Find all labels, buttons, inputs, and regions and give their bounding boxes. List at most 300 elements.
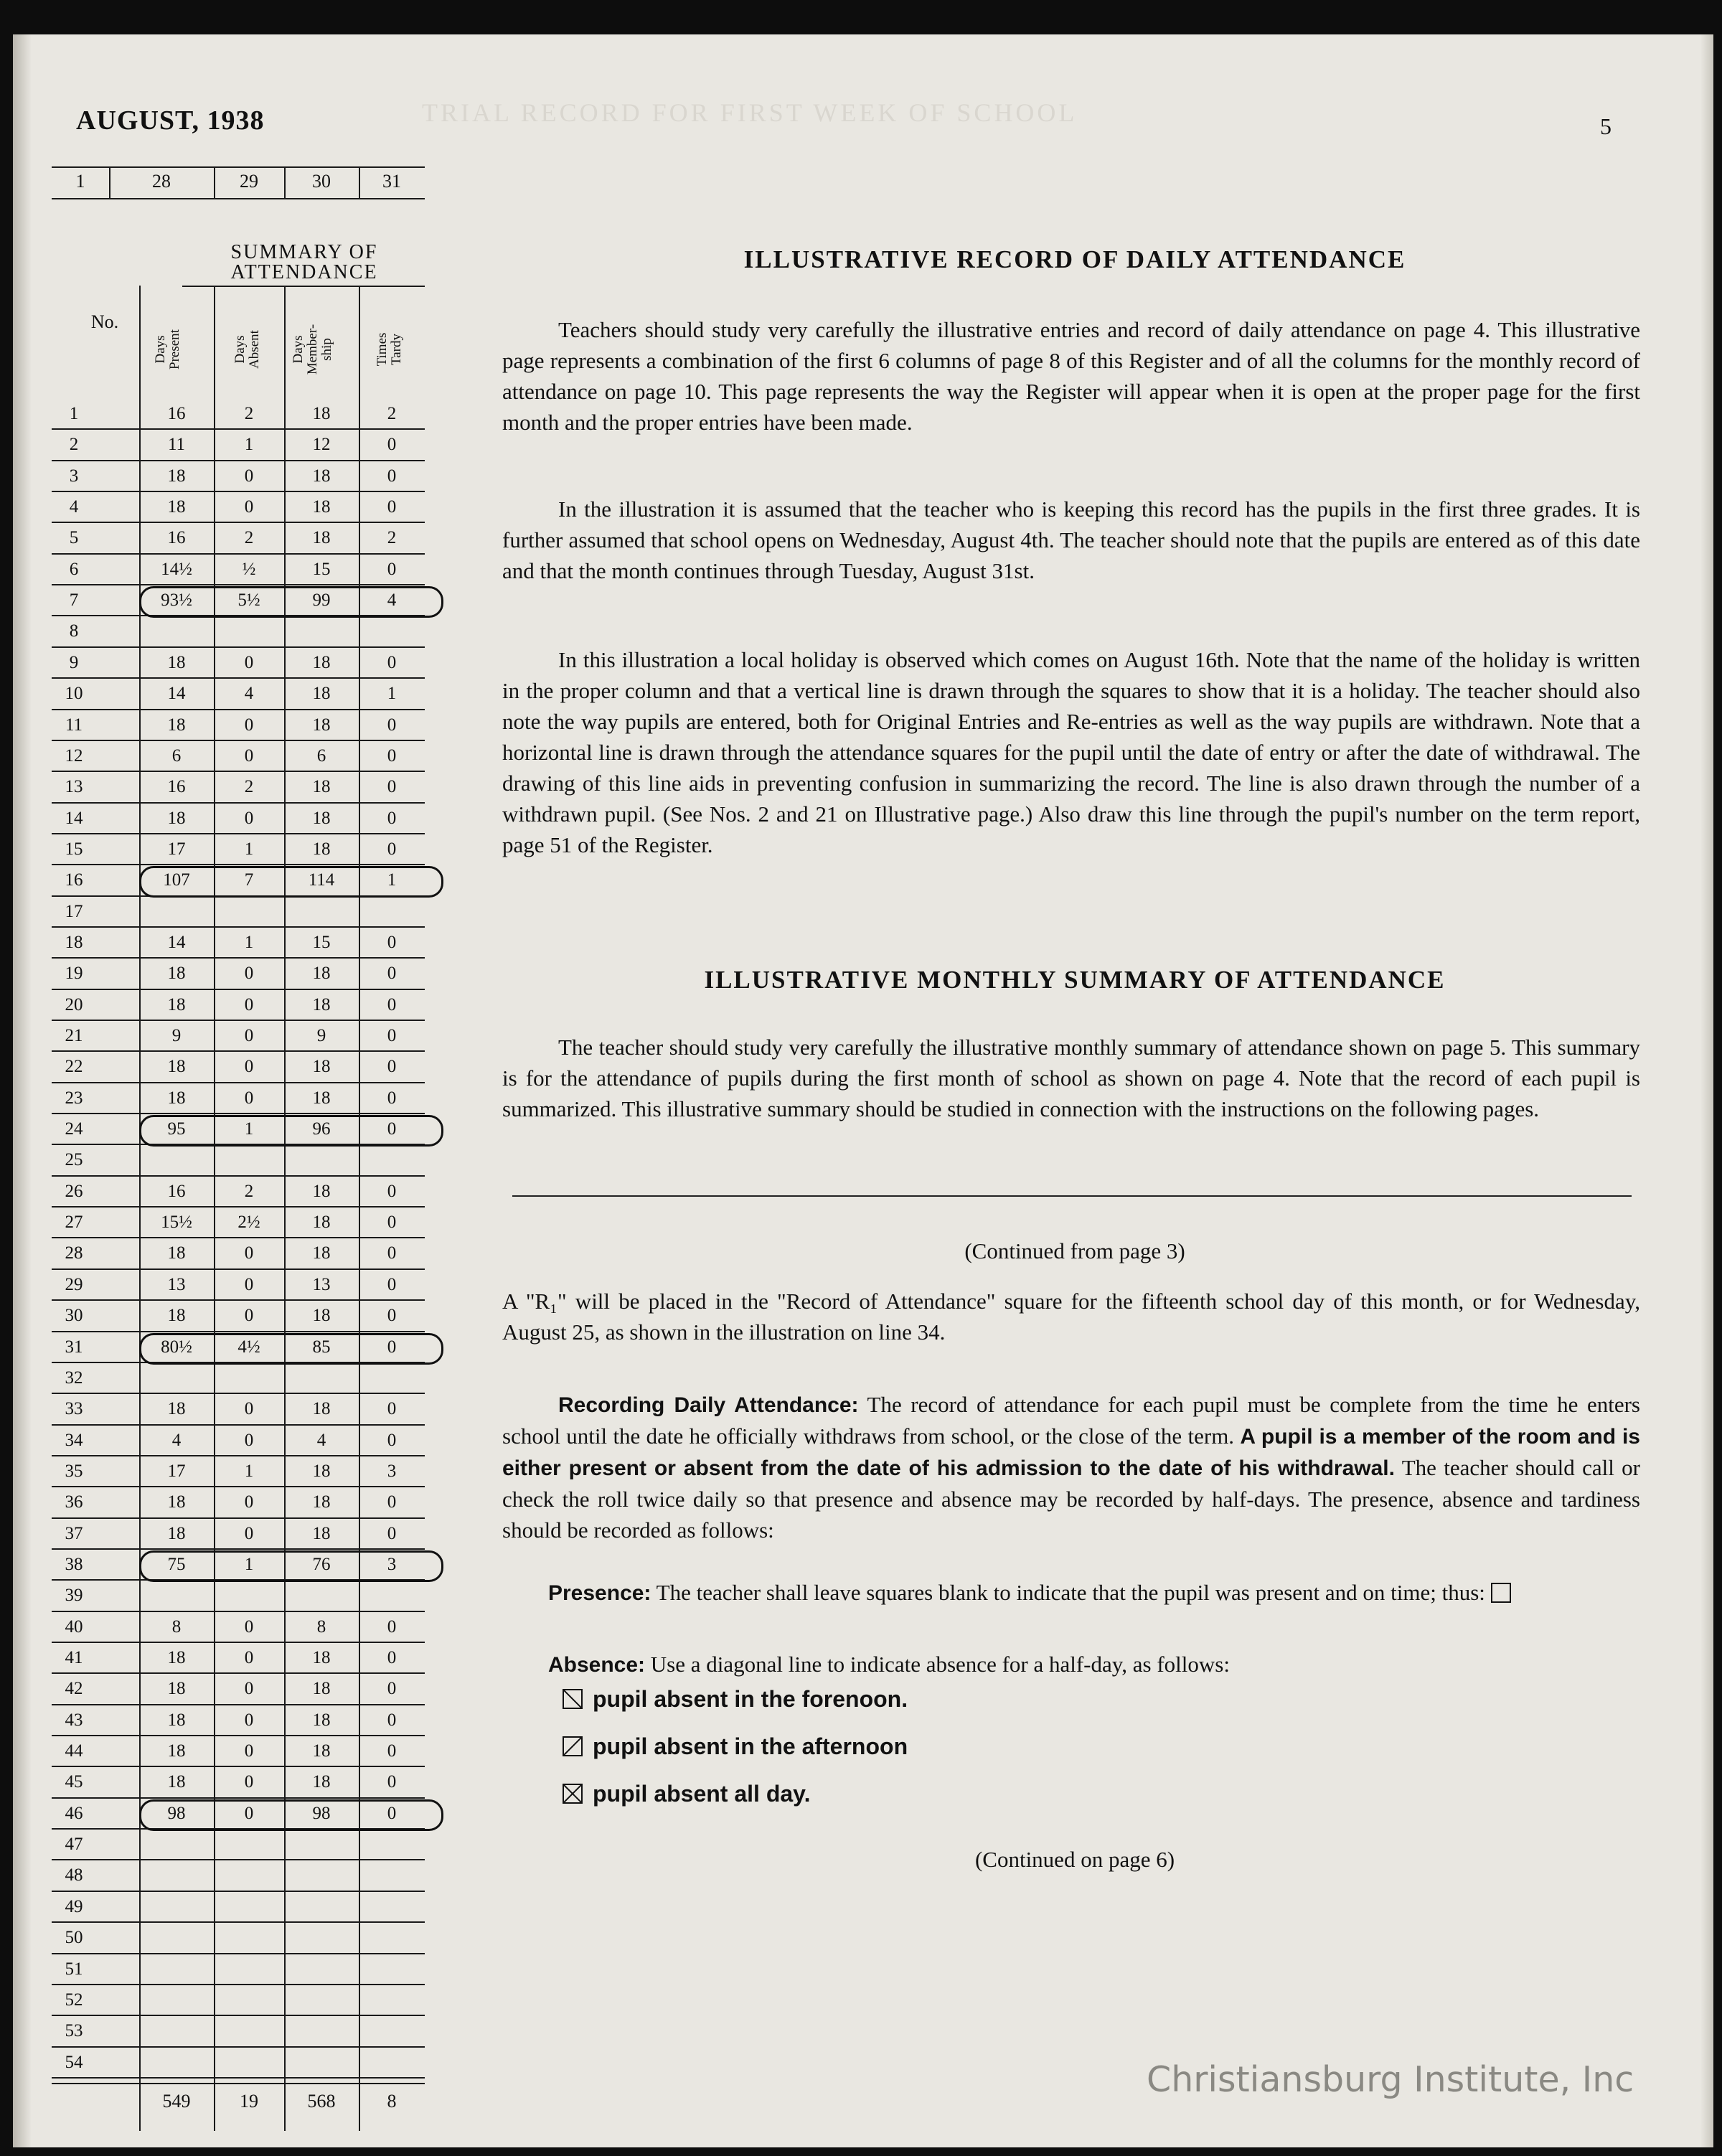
row-number: 30 xyxy=(65,1306,83,1326)
total-times-tardy: 8 xyxy=(387,2091,397,2112)
row-number: 32 xyxy=(65,1367,83,1388)
row-number: 29 xyxy=(65,1274,83,1294)
row-divider xyxy=(52,802,425,804)
days-present-value: 75 xyxy=(167,1554,186,1574)
row-number: 2 xyxy=(69,435,79,455)
archive-watermark: Christiansburg Institute, Inc xyxy=(1147,2059,1634,2100)
row-number: 9 xyxy=(69,652,79,672)
days-membership-header: Days Member- ship xyxy=(291,324,334,375)
row-number: 53 xyxy=(65,2021,83,2041)
register-page xyxy=(13,34,1713,2147)
days-membership-value: 15 xyxy=(312,932,331,952)
row-divider xyxy=(52,1672,425,1674)
days-absent-value: 0 xyxy=(244,1274,254,1294)
row-number: 34 xyxy=(65,1430,83,1450)
blank-square-icon xyxy=(1491,1583,1511,1603)
membership-rule: A pupil is a member of the room and is either present or absent from the date of his admission to the date of his withdrawal. xyxy=(502,1425,1640,1480)
days-present-value: 107 xyxy=(163,870,190,890)
row-number: 51 xyxy=(65,1959,83,1979)
times-tardy-value: 0 xyxy=(387,1306,397,1326)
days-membership-value: 18 xyxy=(312,1461,331,1481)
row-number: 45 xyxy=(65,1772,83,1792)
row-divider xyxy=(52,1642,425,1643)
times-tardy-value: 0 xyxy=(387,964,397,984)
times-tardy-value: 4 xyxy=(387,590,397,611)
days-membership-value: 18 xyxy=(312,1057,331,1077)
totals-divider xyxy=(52,2083,425,2084)
times-tardy-value: 0 xyxy=(387,1679,397,1699)
subtotal-circle xyxy=(139,1550,443,1582)
paragraph-recording-daily-attendance: Recording Daily Attendance: The record of attendance for each pupil must be complete from the time he enters school until the date he officially withdraws from school, or the close of the term. A pupil is a member of the room and is either present or absent from the date of his admission to the date of his withdrawal. The teacher should call or check the roll twice daily so that presence and absence may be recorded by half-days. The presence, absence and tardiness should be recorded as follows: xyxy=(502,1392,1640,1543)
date-cell-30: 30 xyxy=(312,171,331,192)
days-membership-value: 18 xyxy=(312,528,331,548)
days-absent-value: 0 xyxy=(244,1523,254,1543)
days-present-value: 18 xyxy=(167,1772,186,1792)
times-tardy-value: 0 xyxy=(387,1616,397,1637)
days-absent-value: 0 xyxy=(244,466,254,486)
row-divider xyxy=(52,1891,425,1892)
row-number: 12 xyxy=(65,745,83,766)
subtotal-circle xyxy=(139,586,443,618)
times-tardy-value: 2 xyxy=(387,404,397,423)
row-divider xyxy=(52,1921,425,1923)
days-absent-value: 2 xyxy=(244,777,254,797)
date-cell-1: 1 xyxy=(75,171,85,192)
row-number: 50 xyxy=(65,1928,83,1948)
days-present-value: 18 xyxy=(167,1741,186,1761)
row-number: 47 xyxy=(65,1835,83,1855)
days-membership-value: 18 xyxy=(312,1399,331,1419)
row-divider xyxy=(52,833,425,834)
days-absent-value: 7 xyxy=(244,870,254,890)
times-tardy-value: 0 xyxy=(387,1119,397,1139)
days-present-value: 4 xyxy=(171,1430,182,1450)
example-absent-forenoon: pupil absent in the forenoon. xyxy=(563,1686,908,1713)
continued-on-note: (Continued on page 6) xyxy=(974,1847,1175,1872)
days-present-value: 80½ xyxy=(161,1337,192,1357)
times-tardy-value: 0 xyxy=(387,435,397,455)
row-number: 5 xyxy=(69,528,79,548)
row-divider xyxy=(52,1611,425,1612)
times-tardy-value: 0 xyxy=(387,745,397,766)
days-absent-header: Days Absent xyxy=(232,330,262,369)
days-present-value: 16 xyxy=(167,528,186,548)
times-tardy-value: 0 xyxy=(387,1648,397,1667)
days-absent-value: 0 xyxy=(244,1772,254,1792)
times-tardy-value: 0 xyxy=(387,1399,397,1419)
times-tardy-value: 0 xyxy=(387,1337,397,1357)
days-absent-value: 0 xyxy=(244,1399,254,1419)
times-tardy-value: 2 xyxy=(387,528,397,548)
row-divider xyxy=(52,584,425,585)
times-tardy-value: 0 xyxy=(387,1803,397,1823)
page-edge xyxy=(1700,34,1713,2147)
days-present-value: 17 xyxy=(167,839,186,859)
days-present-value: 14½ xyxy=(161,559,192,579)
days-membership-value: 18 xyxy=(312,466,331,486)
row-divider xyxy=(52,1424,425,1426)
days-membership-value: 18 xyxy=(312,1181,331,1201)
row-number: 22 xyxy=(65,1057,83,1077)
days-present-value: 18 xyxy=(167,652,186,672)
times-tardy-value: 0 xyxy=(387,1057,397,1077)
row-number: 20 xyxy=(65,994,83,1015)
days-membership-value: 15 xyxy=(312,559,331,579)
days-membership-value: 18 xyxy=(312,1741,331,1761)
days-absent-value: ½ xyxy=(242,559,256,579)
times-tardy-value: 0 xyxy=(387,1741,397,1761)
times-tardy-value: 0 xyxy=(387,1181,397,1201)
days-absent-value: 0 xyxy=(244,1648,254,1667)
days-absent-value: 1 xyxy=(244,435,254,455)
days-membership-value: 18 xyxy=(312,497,331,517)
row-number: 7 xyxy=(69,590,79,611)
row-number: 11 xyxy=(65,715,83,735)
days-absent-value: 0 xyxy=(244,652,254,672)
row-divider xyxy=(52,2046,425,2048)
subtotal-circle xyxy=(139,1333,443,1365)
days-absent-value: 0 xyxy=(244,1243,254,1263)
paragraph-daily-3: In this illustration a local holiday is observed which comes on August 16th. Note that the name of the holiday is written in the proper column and that a vertical line is drawn through the squares to show that it is a holiday. The teacher should also note the way pupils are entered, both for Original Entries and Re-entries as well as the way pupils are withdrawn. Note that a horizontal line is drawn through the attendance squares for the pupil until the date of entry or after the date of withdrawal. The drawing of this line aids in preventing confusion in summarizing the record. The line is also drawn through the number of a withdrawn pupil. (See Nos. 2 and 21 on Illustrative page.) Also draw this line through the pupil's number on the term report, page 51 of the Register. xyxy=(502,647,1640,857)
row-number: 27 xyxy=(65,1213,83,1233)
times-tardy-value: 0 xyxy=(387,559,397,579)
days-membership-value: 18 xyxy=(312,652,331,672)
days-absent-value: 0 xyxy=(244,1430,254,1450)
days-membership-value: 18 xyxy=(312,1648,331,1667)
days-membership-value: 18 xyxy=(312,1492,331,1512)
days-membership-value: 18 xyxy=(312,1710,331,1730)
times-tardy-value: 0 xyxy=(387,932,397,952)
row-number: 10 xyxy=(65,684,83,704)
times-tardy-value: 0 xyxy=(387,1492,397,1512)
days-absent-value: 0 xyxy=(244,964,254,984)
days-absent-value: 1 xyxy=(244,1554,254,1574)
row-number: 46 xyxy=(65,1803,83,1823)
days-present-value: 18 xyxy=(167,1679,186,1699)
row-divider xyxy=(52,1735,425,1736)
row-number: 36 xyxy=(65,1492,83,1512)
days-present-value: 98 xyxy=(167,1803,186,1823)
all-day-cross-square-icon xyxy=(563,1784,583,1804)
row-divider xyxy=(52,1548,425,1550)
section-divider xyxy=(512,1195,1632,1197)
row-number: 44 xyxy=(65,1741,83,1761)
paragraph-monthly-1: The teacher should study very carefully the illustrative monthly summary of attendance shown on page 5. This summary is for the attendance of pupils during the first month of school as shown on page 4. Note that the record of each pupil is summarized. This illustrative summary should be studied in connection with the instructions on the following pages. xyxy=(502,1035,1640,1121)
row-number: 26 xyxy=(65,1181,83,1201)
days-present-value: 18 xyxy=(167,1523,186,1543)
days-present-value: 18 xyxy=(167,1057,186,1077)
days-present-value: 6 xyxy=(171,745,182,766)
row-divider xyxy=(52,1766,425,1767)
row-divider xyxy=(52,428,425,430)
section-title-monthly-summary: ILLUSTRATIVE MONTHLY SUMMARY OF ATTENDANCE xyxy=(704,966,1446,994)
days-membership-value: 18 xyxy=(312,777,331,797)
days-membership-value: 18 xyxy=(312,808,331,828)
days-present-value: 18 xyxy=(167,1492,186,1512)
days-membership-value: 6 xyxy=(316,745,326,766)
row-number: 41 xyxy=(65,1648,83,1667)
attendance-summary-table xyxy=(39,166,419,2131)
subtotal-circle xyxy=(139,1115,443,1147)
row-number: 28 xyxy=(65,1243,83,1263)
days-absent-value: 2½ xyxy=(237,1213,260,1233)
row-divider xyxy=(52,522,425,523)
days-present-value: 93½ xyxy=(161,590,192,611)
row-number: 33 xyxy=(65,1399,83,1419)
days-present-value: 16 xyxy=(167,1181,186,1201)
row-divider xyxy=(52,1268,425,1270)
row-number: 18 xyxy=(65,932,83,952)
days-membership-value: 18 xyxy=(312,1679,331,1699)
row-number: 14 xyxy=(65,808,83,828)
row-number: 16 xyxy=(65,870,83,890)
row-divider xyxy=(52,740,425,741)
days-absent-value: 4 xyxy=(244,684,254,704)
row-number: 40 xyxy=(65,1616,83,1637)
recording-label: Recording Daily Attendance: xyxy=(558,1393,859,1417)
total-days-present: 549 xyxy=(162,2091,191,2112)
paragraph-absence: Absence: Use a diagonal line to indicate absence for a half-day, as follows: xyxy=(548,1652,1230,1677)
days-membership-value: 76 xyxy=(312,1554,331,1574)
days-membership-value: 99 xyxy=(312,590,331,611)
days-present-value: 18 xyxy=(167,497,186,517)
days-absent-value: 0 xyxy=(244,808,254,828)
days-absent-value: 0 xyxy=(244,497,254,517)
date-cell-29: 29 xyxy=(240,171,258,192)
row-divider xyxy=(52,1175,425,1177)
row-divider xyxy=(52,2077,425,2079)
days-absent-value: 0 xyxy=(244,1741,254,1761)
row-divider xyxy=(52,1206,425,1208)
continued-from-note: (Continued from page 3) xyxy=(964,1238,1185,1263)
days-membership-value: 85 xyxy=(312,1337,331,1357)
row-divider xyxy=(52,1984,425,1985)
days-membership-value: 18 xyxy=(312,1243,331,1263)
row-number: 24 xyxy=(65,1119,83,1139)
times-tardy-value: 0 xyxy=(387,652,397,672)
number-column-header: No. xyxy=(90,311,119,332)
days-membership-value: 13 xyxy=(312,1274,331,1294)
days-absent-value: 1 xyxy=(244,1461,254,1481)
days-present-value: 18 xyxy=(167,466,186,486)
row-number: 3 xyxy=(69,466,79,486)
row-divider xyxy=(52,1455,425,1456)
row-divider xyxy=(52,1953,425,1954)
days-absent-value: 0 xyxy=(244,1616,254,1637)
times-tardy-value: 0 xyxy=(387,1523,397,1543)
days-absent-value: 0 xyxy=(244,1492,254,1512)
times-tardy-value: 1 xyxy=(387,684,397,704)
row-divider xyxy=(52,1517,425,1519)
row-divider xyxy=(52,677,425,679)
days-membership-value: 18 xyxy=(312,404,331,423)
row-divider xyxy=(52,1859,425,1860)
times-tardy-value: 0 xyxy=(387,777,397,797)
row-number: 15 xyxy=(65,839,83,859)
days-membership-value: 18 xyxy=(312,1523,331,1543)
subtotal-circle xyxy=(139,866,443,898)
times-tardy-value: 0 xyxy=(387,839,397,859)
days-membership-value: 18 xyxy=(312,964,331,984)
days-present-value: 95 xyxy=(167,1119,186,1139)
days-present-value: 14 xyxy=(167,932,186,952)
days-membership-value: 9 xyxy=(316,1026,326,1045)
total-days-absent: 19 xyxy=(240,2091,258,2112)
summary-title: SUMMARY OF ATTENDANCE xyxy=(230,241,378,283)
page-gutter xyxy=(13,34,32,2147)
row-divider xyxy=(52,1050,425,1052)
days-absent-value: 0 xyxy=(244,994,254,1015)
row-number: 48 xyxy=(65,1865,83,1886)
days-membership-value: 114 xyxy=(308,870,335,890)
times-tardy-value: 0 xyxy=(387,1213,397,1233)
days-present-value: 18 xyxy=(167,1306,186,1326)
row-divider xyxy=(52,2015,425,2016)
row-divider xyxy=(52,1393,425,1394)
row-number: 8 xyxy=(69,621,79,641)
row-number: 39 xyxy=(65,1586,83,1606)
example-absent-afternoon: pupil absent in the afternoon xyxy=(563,1733,908,1760)
days-present-value: 18 xyxy=(167,1088,186,1108)
days-absent-value: 2 xyxy=(244,528,254,548)
days-present-value: 18 xyxy=(167,1243,186,1263)
example-absent-all-day: pupil absent all day. xyxy=(563,1781,810,1807)
row-divider xyxy=(52,1331,425,1332)
days-present-value: 18 xyxy=(167,964,186,984)
total-days-membership: 568 xyxy=(307,2091,336,2112)
date-cell-28: 28 xyxy=(152,171,171,192)
row-number: 31 xyxy=(65,1337,83,1357)
row-divider xyxy=(52,1113,425,1114)
row-number: 42 xyxy=(65,1679,83,1699)
times-tardy-value: 0 xyxy=(387,715,397,735)
row-number: 38 xyxy=(65,1554,83,1574)
times-tardy-header: Times Tardy xyxy=(375,332,404,367)
days-membership-value: 18 xyxy=(312,1772,331,1792)
days-present-value: 13 xyxy=(167,1274,186,1294)
days-absent-value: 0 xyxy=(244,1803,254,1823)
days-present-value: 16 xyxy=(167,404,186,423)
afternoon-diagonal-square-icon xyxy=(563,1736,583,1756)
days-present-value: 16 xyxy=(167,777,186,797)
days-membership-value: 18 xyxy=(312,684,331,704)
row-divider xyxy=(52,989,425,990)
row-divider xyxy=(52,1299,425,1301)
days-membership-value: 18 xyxy=(312,1213,331,1233)
days-present-value: 14 xyxy=(167,684,186,704)
days-present-value: 18 xyxy=(167,1648,186,1667)
row-divider xyxy=(52,460,425,461)
days-present-value: 9 xyxy=(171,1026,182,1045)
days-present-header: Days Present xyxy=(153,329,182,369)
row-number: 35 xyxy=(65,1461,83,1481)
days-absent-value: 1 xyxy=(244,839,254,859)
row-divider xyxy=(52,553,425,555)
paragraph-daily-2: In the illustration it is assumed that the teacher who is keeping this record has the pupils in the first three grades. It is further assumed that school opens on Wednesday, August 4th. The teacher should note that the pupils are entered as of this date and that the month continues through Tuesday, August 31st. xyxy=(502,496,1640,583)
row-number: 17 xyxy=(65,901,83,921)
times-tardy-value: 0 xyxy=(387,1243,397,1263)
times-tardy-value: 0 xyxy=(387,1274,397,1294)
days-present-value: 18 xyxy=(167,1710,186,1730)
days-present-value: 11 xyxy=(167,435,186,455)
days-absent-value: 5½ xyxy=(237,590,260,611)
row-number: 19 xyxy=(65,964,83,984)
days-membership-value: 18 xyxy=(312,994,331,1015)
date-cell-31: 31 xyxy=(382,171,401,192)
times-tardy-value: 0 xyxy=(387,1026,397,1045)
row-number: 13 xyxy=(65,777,83,797)
times-tardy-value: 0 xyxy=(387,1772,397,1792)
row-divider xyxy=(52,1797,425,1799)
times-tardy-value: 0 xyxy=(387,994,397,1015)
row-number: 54 xyxy=(65,2052,83,2072)
days-absent-value: 0 xyxy=(244,1057,254,1077)
times-tardy-value: 1 xyxy=(387,870,397,890)
days-present-value: 18 xyxy=(167,1399,186,1419)
days-membership-value: 98 xyxy=(312,1803,331,1823)
page-number: 5 xyxy=(1600,113,1612,139)
row-divider xyxy=(52,1704,425,1705)
days-membership-value: 4 xyxy=(316,1430,326,1450)
days-present-value: 18 xyxy=(167,715,186,735)
times-tardy-value: 0 xyxy=(387,1088,397,1108)
row-divider xyxy=(52,709,425,710)
days-membership-value: 96 xyxy=(312,1119,331,1139)
days-membership-value: 18 xyxy=(312,1306,331,1326)
days-present-value: 8 xyxy=(171,1616,182,1637)
times-tardy-value: 0 xyxy=(387,1710,397,1730)
times-tardy-value: 3 xyxy=(387,1461,397,1481)
days-present-value: 17 xyxy=(167,1461,186,1481)
days-absent-value: 0 xyxy=(244,1679,254,1699)
days-absent-value: 0 xyxy=(244,1306,254,1326)
row-number: 37 xyxy=(65,1523,83,1543)
days-present-value: 18 xyxy=(167,808,186,828)
row-number: 1 xyxy=(69,404,79,423)
times-tardy-value: 0 xyxy=(387,1430,397,1450)
row-divider xyxy=(52,926,425,928)
days-absent-value: 0 xyxy=(244,745,254,766)
subtotal-circle xyxy=(139,1799,443,1831)
days-absent-value: 1 xyxy=(244,1119,254,1139)
times-tardy-value: 0 xyxy=(387,497,397,517)
forenoon-diagonal-square-icon xyxy=(563,1689,583,1709)
paragraph-daily-1: Teachers should study very carefully the illustrative entries and record of daily attendance on page 4. This illustrative page represents a combination of the first 6 columns of page 8 of this Register and of all the columns for the monthly record of attendance on page 10. This page represents the way the Register will appear when it is open at the proper page for the first month and the proper entries have been made. xyxy=(502,317,1640,435)
days-membership-value: 18 xyxy=(312,715,331,735)
times-tardy-value: 3 xyxy=(387,1554,397,1574)
row-divider xyxy=(52,771,425,772)
days-membership-value: 12 xyxy=(312,435,331,455)
row-divider xyxy=(52,957,425,959)
days-absent-value: 2 xyxy=(244,404,254,423)
times-tardy-value: 0 xyxy=(387,808,397,828)
days-absent-value: 0 xyxy=(244,1088,254,1108)
row-divider xyxy=(52,491,425,492)
row-number: 4 xyxy=(69,497,79,517)
page-date-heading: AUGUST, 1938 xyxy=(76,105,265,136)
days-absent-value: 0 xyxy=(244,1710,254,1730)
row-number: 21 xyxy=(65,1026,83,1045)
row-divider xyxy=(52,1082,425,1083)
days-membership-value: 18 xyxy=(312,1088,331,1108)
row-number: 6 xyxy=(69,559,79,579)
row-number: 43 xyxy=(65,1710,83,1730)
days-membership-value: 8 xyxy=(316,1616,326,1637)
row-divider xyxy=(52,646,425,648)
paragraph-presence: Presence: The teacher shall leave squares blank to indicate that the pupil was present and on time; thus: xyxy=(548,1577,1639,1609)
row-divider xyxy=(52,864,425,865)
days-present-value: 15½ xyxy=(161,1213,192,1233)
